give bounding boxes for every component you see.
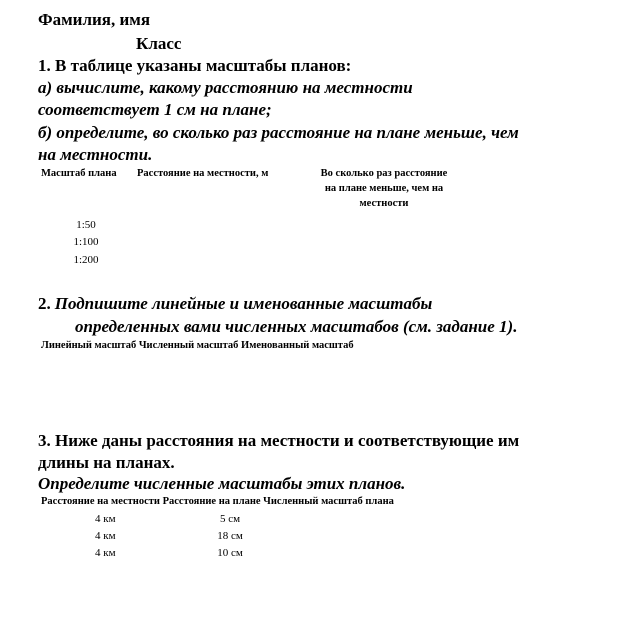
task1-part-b: б) определите, во сколько раз расстояние на плане меньше, чем	[38, 123, 519, 142]
task2-line2: определенных вами численных масштабов (см. задание 1).	[75, 317, 518, 336]
header-plan-scale: Масштаб плана	[41, 168, 117, 179]
plan-distance-cell: 5 см	[219, 513, 241, 525]
name-label: Фамилия, имя	[38, 10, 151, 29]
task1-part-a-cont: соответствует 1 см на плане;	[38, 100, 272, 119]
scale-row: 1:100	[73, 236, 99, 248]
scale-row: 1:50	[76, 219, 96, 231]
header-times-less-2: на плане меньше, чем на	[324, 183, 444, 194]
scale-row: 1:200	[73, 254, 99, 266]
task1-part-a: а) вычислите, какому расстоянию на местности	[38, 78, 413, 97]
plan-distance-cell: 18 см	[217, 530, 243, 542]
task3-title: 3. Ниже даны расстояния на местности и соответствующие им	[38, 431, 520, 450]
plan-distance-cell: 10 см	[217, 547, 243, 559]
ground-distance-cell: 4 км	[95, 547, 116, 559]
header-ground-distance: Расстояние на местности, м	[137, 168, 269, 179]
task3-title-cont: длины на планах.	[38, 453, 175, 472]
ground-distance-cell: 4 км	[95, 513, 116, 525]
task1-title: 1. В таблице указаны масштабы планов:	[38, 56, 352, 75]
task2-number: 2.	[38, 294, 51, 313]
task2-table-headers: Линейный масштаб Численный масштаб Именованный масштаб	[41, 340, 354, 351]
class-label: Класс	[136, 34, 182, 53]
task1-part-b-cont: на местности.	[38, 145, 153, 164]
header-times-less-3: местности	[359, 198, 409, 209]
header-times-less-1: Во сколько раз расстояние	[320, 168, 448, 179]
task3-table-headers: Расстояние на местности Расстояние на плане Численный масштаб плана	[41, 496, 394, 507]
task2-line1: Подпишите линейные и именованные масштабы	[54, 294, 433, 313]
task2-title	[38, 293, 432, 315]
task3-instruction: Определите численные масштабы этих планов.	[38, 474, 406, 493]
ground-distance-cell: 4 км	[95, 530, 116, 542]
